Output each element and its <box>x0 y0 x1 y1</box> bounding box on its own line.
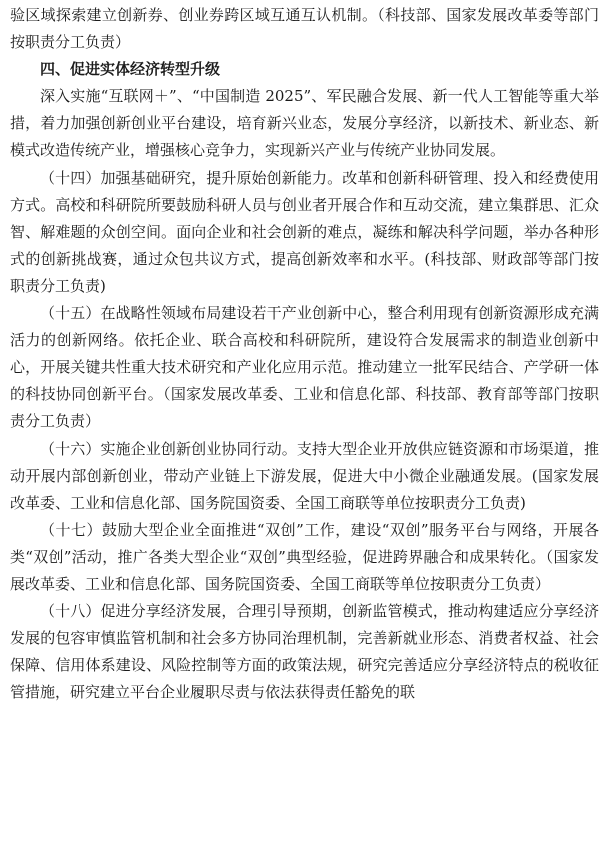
paragraph-item-16: （十六）实施企业创新创业协同行动。支持大型企业开放供应链资源和市场渠道，推动开展内部创新创业，带动产业链上下游发展，促进大中小微企业融通发展。(国家发展改革委、工业和信息化部、国务院国资委、全国工商联等单位按职责分工负责) <box>10 439 599 512</box>
paragraph-item-17: （十七）鼓励大型企业全面推进“双创”工作，建设“双创”服务平台与网络，开展各类“双创”活动，推广各类大型企业“双创”典型经验，促进跨界融合和成果转化。（国家发展改革委、工业和信息化部、国务院国资委、全国工商联等单位按职责分工负责） <box>10 520 599 593</box>
paragraph-item-15: （十五）在战略性领域布局建设若干产业创新中心，整合利用现有创新资源形成充满活力的创新网络。依托企业、联合高校和科研院所，建设符合发展需求的制造业创新中心，开展关键共性重大技术研究和产业化应用示范。推动建立一批军民结合、产学研一体的科技协同创新平台。（国家发展改革委、工业和信息化部、科技部、教育部等部门按职责分工负责） <box>10 304 599 431</box>
paragraph-item-14: （十四）加强基础研究，提升原始创新能力。改革和创新科研管理、投入和经费使用方式。高校和科研院所要鼓励科研人员与创业者开展合作和互动交流，建立集群思、汇众智、解难题的众创空间。面向企业和社会创新的难点，凝练和解决科学问题，举办各种形式的创新挑战赛，通过众包共议方式，提高创新效率和水平。(科技部、财政部等部门按职责分工负责) <box>10 168 599 295</box>
paragraph-intro: 深入实施“互联网＋”、“中国制造 2025”、军民融合发展、新一代人工智能等重大举措，着力加强创新创业平台建设，培育新兴业态，发展分享经济，以新技术、新业态、新模式改造传统产业，增强核心竞争力，实现新兴产业与传统产业协同发展。 <box>10 87 599 160</box>
paragraph-continuation: 验区域探索建立创新券、创业券跨区域互通互认机制。（科技部、国家发展改革委等部门按职责分工负责） <box>10 6 599 52</box>
section-heading: 四、促进实体经济转型升级 <box>40 60 221 79</box>
paragraph-item-18: （十八）促进分享经济发展，合理引导预期，创新监管模式，推动构建适应分享经济发展的包容审慎监管机制和社会多方协同治理机制，完善新就业形态、消费者权益、社会保障、信用体系建设、风险控制等方面的政策法规，研究完善适应分享经济特点的税收征管措施，研究建立平台企业履职尽责与依法获得责任豁免的联 <box>10 602 599 702</box>
document-page <box>10 2 599 706</box>
